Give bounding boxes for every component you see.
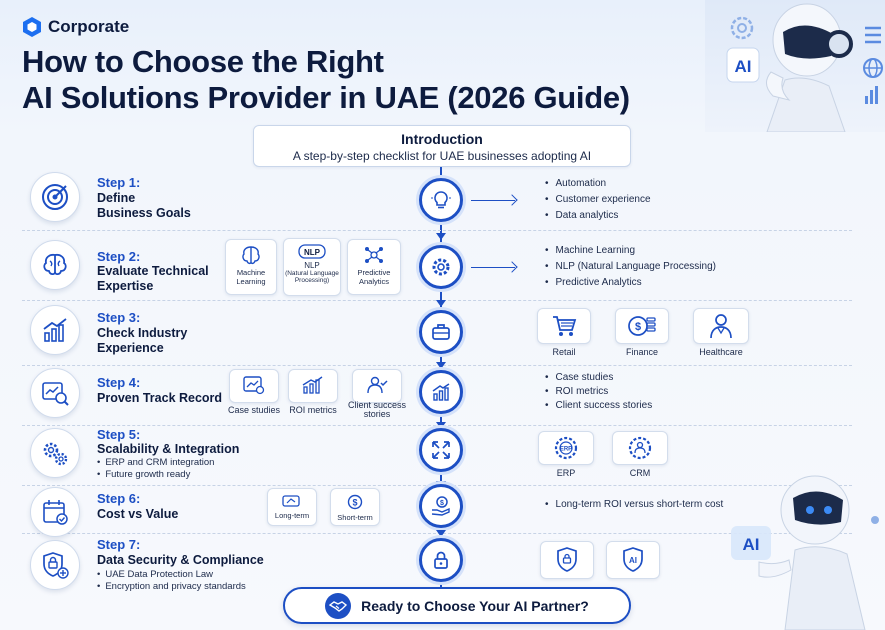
brain-icon (30, 240, 80, 290)
doctor-icon (693, 308, 749, 344)
long-term-icon (281, 494, 303, 508)
lightbulb-icon (419, 178, 463, 222)
label-retail: Retail (552, 347, 576, 357)
label-client-success: Client success stories (347, 400, 407, 419)
case-study-icon (242, 375, 266, 395)
step-2-label: Step 2: (97, 249, 141, 264)
row-divider (22, 230, 852, 231)
page-title: How to Choose the Right AI Solutions Provider in UAE (2026 Guide) (22, 44, 630, 115)
chip-nlp: NLP NLP (Natural Language Processing) (283, 238, 341, 296)
step-5-bullets: • ERP and CRM integration • Future growth ready (97, 457, 214, 481)
robot-assistant-illustration (725, 470, 885, 630)
money-hand-icon (419, 484, 463, 528)
network-icon (363, 245, 385, 265)
chip-predictive-analytics: Predictive Analytics (347, 239, 401, 295)
brain-icon (240, 245, 262, 265)
step-4-label: Step 4: (97, 375, 141, 390)
line-chart-icon (419, 370, 463, 414)
intro-title: Introduction (401, 131, 483, 147)
svg-text:$: $ (634, 321, 642, 333)
user-check-icon (365, 375, 389, 395)
erp-icon (538, 431, 594, 465)
brand-name: Corporate (48, 17, 130, 36)
step-7-title: Data Security & Compliance (97, 553, 264, 567)
label-case-studies: Case studies (227, 405, 281, 415)
dollar-coin-icon (346, 494, 364, 510)
cta-button[interactable] (283, 587, 631, 624)
chip-long-term: Long-term (267, 488, 317, 526)
step-4-right-list: • Case studies • ROI metrics • Client success stories (545, 371, 652, 413)
analytics-search-icon (30, 368, 80, 418)
arrow-down-icon (436, 362, 446, 369)
svg-text:AI: AI (742, 535, 760, 554)
chip-case-studies (229, 369, 279, 403)
step-6-label: Step 6: (97, 491, 141, 506)
target-icon (30, 172, 80, 222)
label-crm: CRM (629, 468, 651, 478)
step-5-title: Scalability & Integration (97, 442, 240, 456)
svg-text:AI: AI (734, 57, 752, 76)
shield-lock-icon (30, 540, 80, 590)
cta-text: Ready to Choose Your AI Partner? (361, 597, 589, 614)
step-2-title: Evaluate Technical Expertise (97, 264, 209, 293)
shield-icon (540, 541, 594, 579)
step-3-label: Step 3: (97, 310, 141, 325)
svg-text:NLP: NLP (304, 248, 320, 257)
label-finance: Finance (625, 347, 659, 357)
arrow-down-icon (436, 530, 446, 537)
expand-arrows-icon (419, 428, 463, 472)
bar-chart-icon (301, 375, 325, 395)
step-6-title: Cost vs Value (97, 507, 179, 521)
label-roi-metrics: ROI metrics (289, 405, 337, 415)
arrow-right-icon (471, 200, 515, 201)
briefcase-icon (419, 310, 463, 354)
step-5-label: Step 5: (97, 427, 141, 442)
step-7-bullets: • UAE Data Protection Law • Encryption and privacy standards (97, 569, 246, 593)
step-6-right-list: • Long-term ROI versus short-term cost (545, 497, 723, 513)
svg-text:AI: AI (629, 556, 637, 565)
label-erp: ERP (556, 468, 576, 478)
svg-text:ERP: ERP (559, 446, 573, 453)
chip-client-success (352, 369, 402, 403)
step-2-right-list: • Machine Learning • NLP (Natural Language Processing) • Predictive Analytics (545, 243, 716, 291)
brand-logo-icon (22, 16, 42, 38)
finance-icon (615, 308, 669, 344)
robot-thinking-illustration (705, 0, 885, 132)
speech-bubble-icon (298, 244, 326, 262)
label-healthcare: Healthcare (699, 347, 743, 357)
gear-icon (419, 245, 463, 289)
svg-text:$: $ (352, 497, 358, 508)
intro-subtitle: A step-by-step checklist for UAE businesses adopting AI (292, 149, 592, 163)
step-4-title: Proven Track Record (97, 391, 223, 405)
ai-shield-icon (606, 541, 660, 579)
crm-icon (612, 431, 668, 465)
cart-icon (537, 308, 591, 344)
chip-short-term: $ Short-term (330, 488, 380, 526)
lock-icon (419, 538, 463, 582)
chip-roi-metrics (288, 369, 338, 403)
arrow-right-icon (471, 267, 515, 268)
intro-box (253, 125, 631, 167)
handshake-icon (325, 593, 351, 619)
calendar-check-icon (30, 487, 80, 537)
step-1-right-list: • Automation • Customer experience • Data analytics (545, 176, 651, 224)
growth-chart-icon (30, 305, 80, 355)
step-7-label: Step 7: (97, 537, 141, 552)
step-3-title: Check Industry Experience (97, 326, 188, 355)
chip-machine-learning: Machine Learning (225, 239, 277, 295)
gears-icon (30, 428, 80, 478)
arrow-down-icon (436, 300, 446, 307)
step-1-label: Step 1: (97, 175, 141, 190)
svg-text:$: $ (440, 500, 444, 507)
arrow-down-icon (436, 233, 446, 240)
step-1-title: Define Business Goals (97, 191, 191, 220)
brand (22, 16, 129, 38)
